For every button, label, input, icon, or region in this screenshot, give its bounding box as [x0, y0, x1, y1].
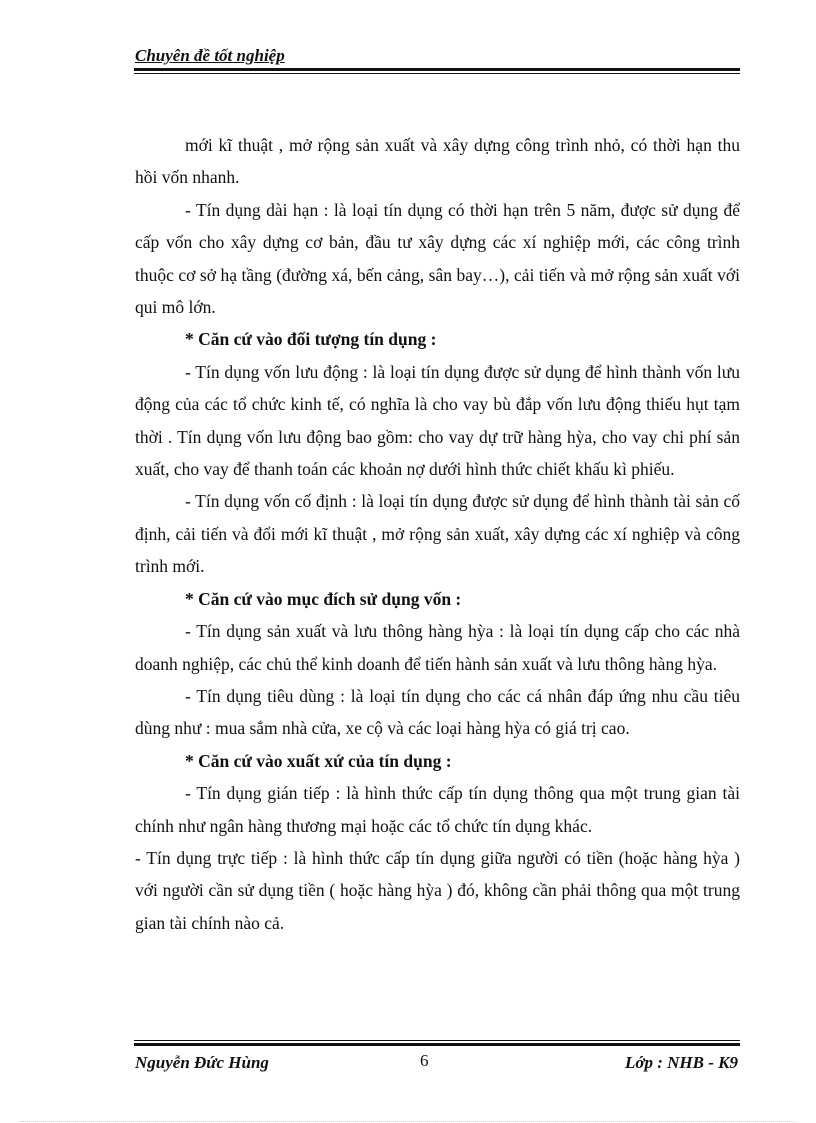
section-heading-1: * Căn cứ vào đối tượng tín dụng : [185, 329, 437, 350]
paragraph-4: - Tín dụng vốn cố định : là loại tín dụng được sử dụng để hình thành tài sản cố định, cải tiến và đổi mới kĩ thuật , mở rộng sản xuất, xây dựng các xí nghiệp và công trình mới. [135, 491, 740, 577]
paragraph-3: - Tín dụng vốn lưu động : là loại tín dụng được sử dụng để hình thành vốn lưu động của các tổ chức kinh tế, có nghĩa là cho vay bù đắp vốn lưu động thiếu hụt tạm thời . Tín dụng vốn lưu động bao gồm: cho vay dự trữ hàng hỳa, cho vay chi phí sản xuất, cho vay để thanh toán các khoản nợ dưới hình thức chiết khấu kì phiếu. [135, 361, 740, 480]
paragraph-5: - Tín dụng sản xuất và lưu thông hàng hỳa : là loại tín dụng cấp cho các nhà doanh nghiệp, các chủ thể kinh doanh để tiến hành sản xuất và lưu thông hàng hỳa. [135, 621, 740, 674]
paragraph-6: - Tín dụng tiêu dùng : là loại tín dụng cho các cá nhân đáp ứng nhu cầu tiêu dùng như : mua sắm nhà cửa, xe cộ và các loại hàng hỳa có giá trị cao. [135, 685, 740, 739]
header-rule-thick [134, 68, 740, 71]
section-heading-2: * Căn cứ vào mục đích sử dụng vốn : [185, 588, 462, 609]
page-bottom-edge [20, 1121, 796, 1122]
footer-rule-thin [134, 1040, 740, 1041]
section-heading-3: * Căn cứ vào xuất xứ của tín dụng : [185, 750, 452, 771]
header-rule-thin [134, 73, 740, 74]
header-title: Chuyên đề tốt nghiệp [135, 46, 285, 65]
footer-page-number: 6 [420, 1051, 429, 1070]
paragraph-2: - Tín dụng dài hạn : là loại tín dụng có thời hạn trên 5 năm, được sử dụng để cấp vốn cho xây dựng cơ bản, đầu tư xây dựng các xí nghiệp mới, các công trình thuộc cơ sở hạ tầng (đường xá, bến cảng, sân bay…), cải tiến và mở rộng sản xuất với qui mô lớn. [135, 199, 740, 318]
footer-class: Lớp : NHB - K9 [624, 1053, 738, 1072]
paragraph-7: - Tín dụng gián tiếp : là hình thức cấp tín dụng thông qua một trung gian tài chính như ngân hàng thương mại hoặc các tổ chức tín dụng khác. [135, 783, 740, 836]
footer-author: Nguyễn Đức Hùng [135, 1053, 269, 1072]
paragraph-8: - Tín dụng trực tiếp : là hình thức cấp tín dụng giữa người có tiền (hoặc hàng hỳa ) với người cần sử dụng tiền ( hoặc hàng hỳa ) đó, không cần phải thông qua một trung gian tài chính nào cả. [135, 847, 740, 933]
paragraph-1: mới kĩ thuật , mở rộng sản xuất và xây dựng công trình nhỏ, có thời hạn thu hồi vốn nhanh. [135, 135, 740, 188]
document-body [135, 129, 740, 939]
footer-rule-thick [134, 1043, 740, 1046]
